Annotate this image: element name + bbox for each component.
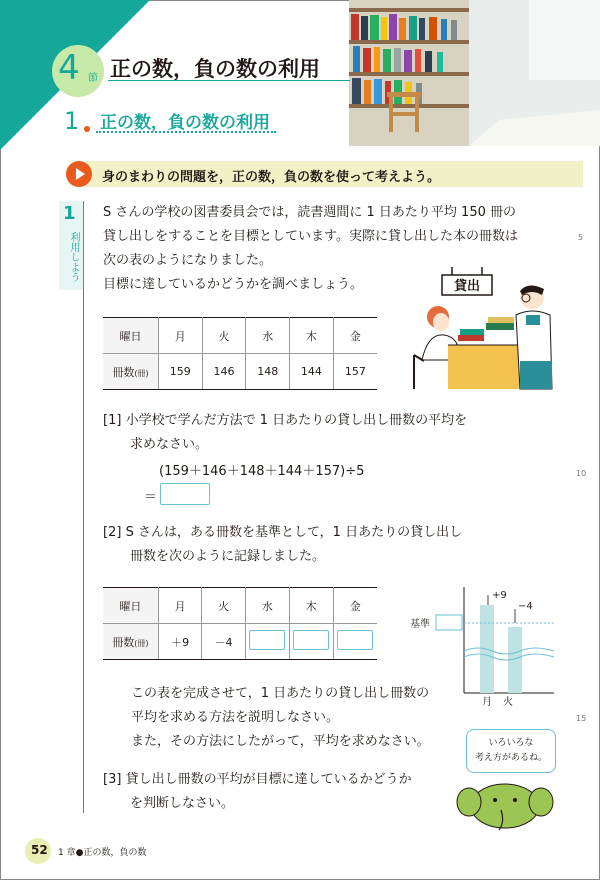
library-photo [349, 0, 600, 146]
base-answer-box [436, 615, 462, 630]
day-cell: 火 [202, 318, 246, 354]
question-number: 1 [63, 203, 76, 224]
minus-label: −4 [518, 601, 533, 612]
library-counter-illustration [408, 265, 576, 390]
line-number-10: 10 [576, 469, 587, 478]
page-number: 52 [31, 843, 48, 857]
value-cell: 148 [246, 354, 290, 390]
day-cell: 水 [245, 588, 289, 624]
day-cell: 月 [158, 318, 202, 354]
value-cell: 144 [290, 354, 334, 390]
table-row [103, 624, 377, 660]
step1-equals: ＝ [144, 490, 158, 505]
value-cell: ＋9 [158, 624, 201, 660]
row-label-cell [103, 624, 158, 660]
x-label-mon: 月 [482, 697, 492, 707]
blank-cell [289, 624, 333, 660]
step3 [103, 768, 412, 816]
value-cell: －4 [202, 624, 245, 660]
day-cell: 火 [202, 588, 245, 624]
value-cell: 157 [333, 354, 377, 390]
table-header-cell: 曜日 [103, 318, 158, 354]
row-label: 冊数 [112, 365, 135, 379]
blank-cell [333, 624, 377, 660]
step2 [103, 521, 462, 569]
relative-table [103, 587, 377, 660]
speech-bubble [466, 729, 556, 773]
step2-after-line: 平均を求める方法を説明しなさい。 [131, 710, 340, 725]
step2-line: 冊数を次のように記録しました。 [130, 549, 326, 564]
mini-bar-chart [408, 587, 558, 707]
section-number: 4 [58, 48, 80, 88]
step2-after-line: この表を完成させて，1 日あたりの貸し出し冊数の [131, 686, 430, 701]
step1-line: 求めなさい。 [130, 437, 209, 452]
section-title: 正の数，負の数の利用 [110, 57, 320, 81]
line-number-5: 5 [578, 233, 584, 242]
blank-cell [245, 624, 289, 660]
day-cell: 木 [290, 318, 334, 354]
table-header-cell: 曜日 [103, 588, 158, 624]
wed-answer-box[interactable] [249, 630, 285, 650]
step3-line: を判断しなさい。 [130, 796, 235, 811]
subsection-dot [84, 126, 90, 132]
chapter-label: 1 章●正の数，負の数 [58, 848, 147, 858]
table-row [103, 318, 377, 354]
day-cell: 水 [246, 318, 290, 354]
bubble-line: 考え方があるね。 [474, 753, 547, 763]
intro-line: S さんの学校の図書委員会では，読書週間に 1 日あたり平均 150 冊の [103, 205, 516, 220]
day-cell: 金 [333, 318, 377, 354]
subsection-title: 正の数，負の数の利用 [100, 113, 270, 133]
fri-answer-box[interactable] [337, 630, 373, 650]
step1-line: 小学校で学んだ方法で 1 日あたりの貸し出し冊数の平均を [125, 413, 468, 428]
step2-after-line: また，その方法にしたがって，平均を求めなさい。 [131, 734, 430, 749]
value-cell: 146 [202, 354, 246, 390]
x-label-tue: 火 [503, 697, 513, 707]
step3-label: [3] [103, 772, 122, 787]
mascot-illustration [455, 776, 555, 836]
step3-line: 貸し出し冊数の平均が目標に達しているかどうか [125, 772, 412, 787]
subsection-number: 1 [64, 107, 80, 135]
value-cell: 159 [158, 354, 202, 390]
step1-label: [1] [103, 413, 122, 428]
step2-line: S さんは，ある冊数を基準として，1 日あたりの貸し出し [125, 525, 463, 540]
books-table [103, 317, 377, 390]
day-cell: 木 [289, 588, 333, 624]
intro-line: 目標に達しているかどうかを調べましょう。 [103, 277, 364, 292]
day-cell: 金 [333, 588, 377, 624]
lead-text: 身のまわりの問題を，正の数，負の数を使って考えよう。 [102, 170, 441, 185]
thu-answer-box[interactable] [293, 630, 329, 650]
row-label-cell [103, 354, 158, 390]
table-row [103, 588, 377, 624]
step2-label: [2] [103, 525, 122, 540]
intro-line: 次の表のようになりました。 [103, 253, 273, 268]
step1-formula: (159＋146＋148＋144＋157)÷5 [159, 464, 365, 479]
line-number-15: 15 [576, 714, 587, 723]
intro-line: 貸し出しをすることを目標としています。実際に貸し出した本の冊数は [103, 229, 518, 244]
sign-text: 貸出 [453, 279, 481, 294]
base-label: 基準 [410, 619, 430, 630]
row-unit: (冊) [134, 638, 149, 648]
step2-after [131, 682, 430, 754]
subsection-underline [96, 131, 276, 133]
section-label: 節 [88, 73, 98, 84]
section-underline [108, 80, 350, 81]
bubble-line: いろいろな [488, 738, 534, 748]
plus-label: +9 [492, 590, 507, 601]
day-cell: 月 [158, 588, 201, 624]
step1 [103, 409, 467, 457]
row-unit: (冊) [134, 368, 149, 378]
row-label: 冊数 [112, 635, 135, 649]
play-arrow-icon [76, 168, 85, 180]
step1-answer-box[interactable] [160, 483, 210, 505]
question-margin-line [83, 201, 84, 813]
question-tab-label: 利用しよう [68, 232, 79, 282]
table-row [103, 354, 377, 390]
